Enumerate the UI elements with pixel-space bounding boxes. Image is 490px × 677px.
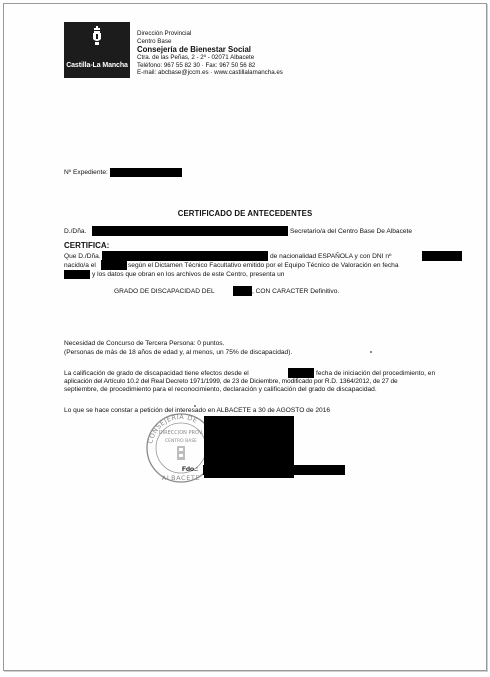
- body-line2-a: nacido/a el: [64, 262, 96, 269]
- redacted-expediente: [110, 168, 182, 177]
- letterhead: [137, 30, 283, 77]
- stamp-top-text: CONSEJERIA DE: [146, 412, 199, 445]
- grado-suffix: , CON CARACTER Definitivo.: [252, 288, 340, 295]
- redacted-grado: [233, 286, 252, 296]
- intro-suffix: Secretario/a del Centro Base De Albacete: [290, 228, 413, 235]
- expediente-label: Nº Expediente:: [64, 169, 108, 176]
- header-line-2: Centro Base: [137, 37, 172, 45]
- redacted-signer-name: [203, 465, 345, 475]
- address: Ctra. de las Peñas, 2 - 2º - 02071 Albacete: [137, 54, 255, 62]
- efectos-line3: septiembre, de procedimiento para el reconocimiento, declaración y calificación del grado de discapacidad.: [64, 386, 377, 393]
- coat-of-arms-icon: [91, 26, 103, 46]
- redacted-secretary-name: [92, 226, 288, 236]
- efectos-line1-b: fecha de iniciación del procedimiento, en: [316, 370, 436, 377]
- efectos-line1-a: La calificación de grado de discapacidad tiene efectos desde el: [64, 370, 249, 377]
- department-name: Consejería de Bienestar Social: [137, 45, 251, 55]
- header-line-1: Dirección Provincial: [137, 30, 192, 37]
- redacted-birth-date: [101, 260, 127, 270]
- document-title: CERTIFICADO DE ANTECEDENTES: [177, 209, 313, 218]
- body-line2-b: según el Dictamen Técnico Facultativo emitido por el Equipo Técnico de Valoración en fecha: [128, 262, 399, 269]
- firma-label: Fdo.:: [182, 466, 199, 473]
- body-line1-a: Que D./Dña.: [64, 253, 101, 260]
- phone-fax: Teléfono: 967 55 82 30 · Fax: 967 50 56 82: [137, 61, 256, 69]
- scan-speck: [370, 351, 372, 353]
- brand-name: Castilla-La Mancha: [66, 62, 128, 69]
- constancia-text: Lo que se hace constar a petición del interesado en ALBACETE a 30 de AGOSTO de 2016: [64, 407, 330, 414]
- redacted-dni: [422, 251, 462, 261]
- certifica-label: CERTIFICA:: [64, 241, 110, 250]
- body-line1-b: de nacionalidad ESPAÑOLA y con DNI nº: [270, 253, 392, 260]
- grado-prefix: GRADO DE DISCAPACIDAD DEL: [114, 288, 215, 295]
- redacted-efectos-date: [288, 368, 314, 378]
- body-line3: y los datos que obran en los archivos de este Centro, presenta un: [92, 271, 285, 278]
- castilla-la-mancha-logo: [64, 22, 130, 78]
- scan-speck: [194, 405, 196, 407]
- efectos-line2: aplicación del Artículo 10.2 del Real Decreto 1971/1999, de 23 de Diciembre, modificado por R.D. 1364/2012, de 27 de: [64, 378, 398, 385]
- tercera-persona-line2: (Personas de más de 18 años de edad y, al menos, un 75% de discapacidad).: [64, 349, 293, 356]
- intro-prefix: D./Dña.: [64, 228, 87, 235]
- stamp-city: ALBACETE: [161, 474, 201, 482]
- email-web: E-mail: abcbase@jccm.es · www.castillalamancha.es: [137, 69, 283, 77]
- stamp-inner-text: CENTRO BASE: [164, 439, 198, 444]
- stamp-mid-text: DIRECCION PROV.: [158, 430, 204, 436]
- redacted-dictamen-date: [64, 270, 90, 279]
- tercera-persona-line1: Necesidad de Concurso de Tercera Persona: 0 puntos.: [64, 340, 225, 347]
- document-page: [3, 3, 487, 671]
